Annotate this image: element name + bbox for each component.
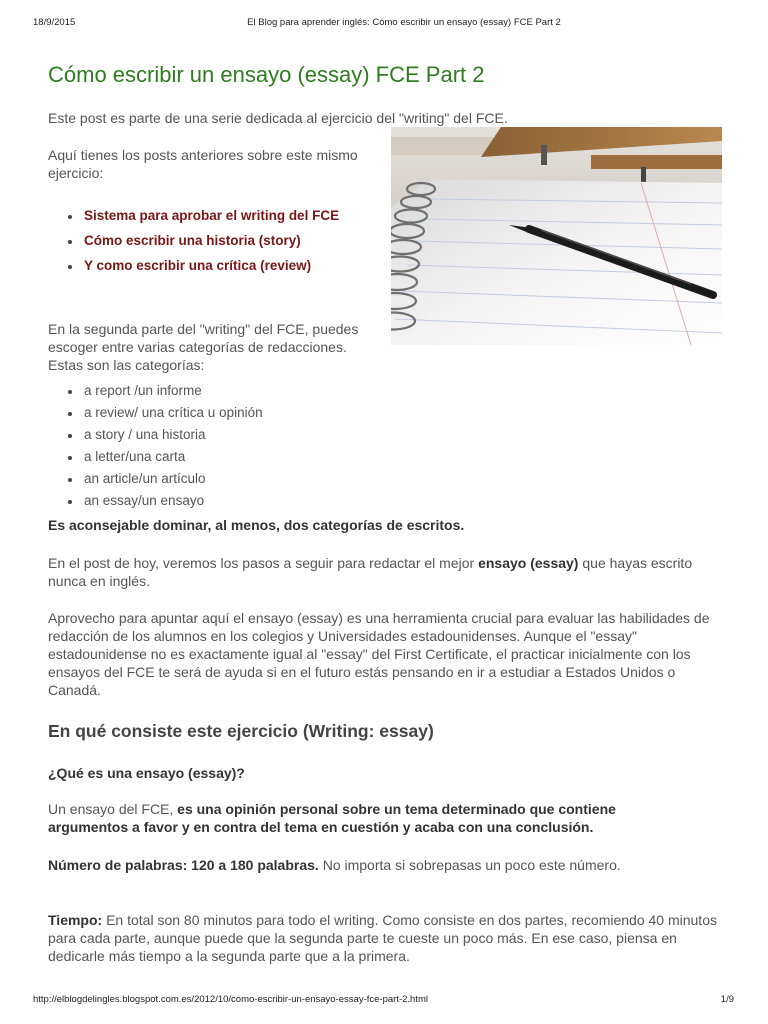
time-bold: Tiempo: <box>48 912 103 928</box>
notebook-photo <box>391 127 722 345</box>
link-escribir-critica[interactable]: Y como escribir una crítica (review) <box>84 257 339 282</box>
print-footer-url: http://elblogdelingles.blogspot.com.es/2012/10/como-escribir-un-ensayo-essay-fce-part-2.html <box>33 994 428 1005</box>
section-heading: En qué consiste este ejercicio (Writing: essay) <box>48 721 434 741</box>
time-text <box>48 911 720 965</box>
question-heading: ¿Qué es una ensayo (essay)? <box>48 765 245 781</box>
print-header-date: 18/9/2015 <box>33 17 76 28</box>
today-text-bold: ensayo (essay) <box>478 555 579 571</box>
word-count-bold: Número de palabras: 120 a 180 palabras. <box>48 857 319 873</box>
category-item: a letter/una carta <box>84 448 263 470</box>
second-part-line-2: escoger entre varias categorías de redacciones. <box>48 339 347 355</box>
second-part-line-3: Estas son las categorías: <box>48 357 205 373</box>
category-item: an article/un artículo <box>84 470 263 492</box>
second-part-text <box>48 320 388 374</box>
definition-normal: Un ensayo del FCE, <box>48 801 178 817</box>
word-count-text <box>48 856 720 874</box>
print-footer-page: 1/9 <box>720 994 734 1005</box>
previous-posts-line-1: Aquí tienes los posts anteriores sobre este mismo <box>48 147 358 163</box>
category-item: an essay/un ensayo <box>84 492 263 514</box>
categories-list <box>48 382 263 514</box>
time-normal: En total son 80 minutos para todo el writing. Como consiste en dos partes, recomiendo 40 minutos para cada parte, aunque puede que la segunda parte te cueste un poco más. En ese caso, piensa en dedicarle más tiempo a la segunda parte que a la primera. <box>48 912 717 964</box>
intro-text: Este post es parte de una serie dedicada al ejercicio del "writing" del FCE. <box>48 110 508 126</box>
word-count-normal: No importa si sobrepasas un poco este número. <box>318 857 621 873</box>
today-text <box>48 554 720 590</box>
category-item: a story / una historia <box>84 426 263 448</box>
second-part-line-1: En la segunda parte del "writing" del FCE, puedes <box>48 321 359 337</box>
category-item: a review/ una crítica u opinión <box>84 404 263 426</box>
aprovecho-text: Aprovecho para apuntar aquí el ensayo (essay) es una herramienta crucial para evaluar las habilidades de redacción de los alumnos en los colegios y Universidades estadounidenses. Aunque el "essay" estadounidense no es exactamente igual al "essay" del First Certificate, el practicar inicialmente con los ensayos del FCE te será de ayuda si en el futuro estás pensando en ir a estudiar a Estados Unidos o Canadá. <box>48 610 710 698</box>
definition-text <box>48 800 688 836</box>
previous-posts-list <box>48 207 339 282</box>
previous-posts-text <box>48 146 388 182</box>
today-text-before: En el post de hoy, veremos los pasos a seguir para redactar el mejor <box>48 555 479 571</box>
link-escribir-historia[interactable]: Cómo escribir una historia (story) <box>84 232 339 257</box>
page-title: Cómo escribir un ensayo (essay) FCE Part 2 <box>48 62 485 87</box>
today-text-after: que hayas escrito nunca en inglés. <box>48 555 693 589</box>
link-sistema-aprobar[interactable]: Sistema para aprobar el writing del FCE <box>84 207 339 232</box>
category-item: a report /un informe <box>84 382 263 404</box>
advice-text: Es aconsejable dominar, al menos, dos categorías de escritos. <box>48 517 465 533</box>
previous-posts-line-2: ejercicio: <box>48 165 104 181</box>
definition-bold: es una opinión personal sobre un tema determinado que contiene argumentos a favor y en contra del tema en cuestión y acaba con una conclusión. <box>48 801 616 835</box>
notebook-pen-icon <box>391 127 722 345</box>
print-header-title: El Blog para aprender inglés: Cómo escribir un ensayo (essay) FCE Part 2 <box>247 17 561 28</box>
